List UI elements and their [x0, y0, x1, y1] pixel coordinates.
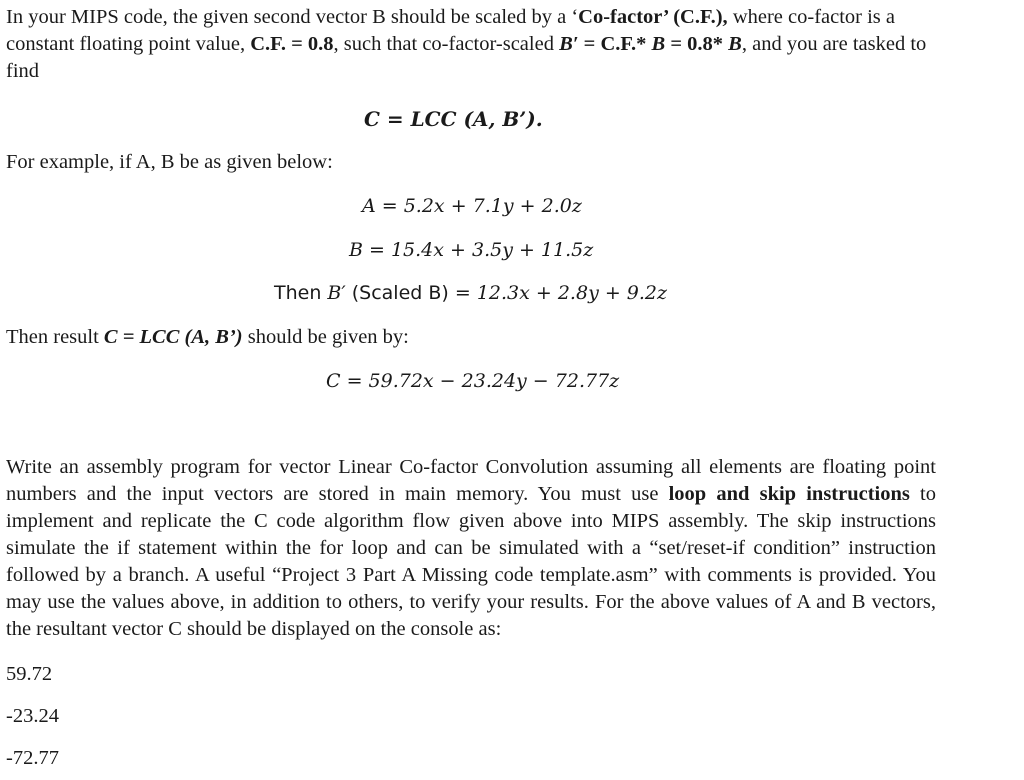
- example-label: For example, if A, B be as given below:: [6, 151, 333, 173]
- scaled-b-paren: (Scaled B): [345, 282, 449, 304]
- scaled-b-prefix: Then: [274, 282, 328, 304]
- task-paragraph: [6, 454, 936, 643]
- scaled-b-rhs: = 12.3x + 2.8y + 9.2z: [448, 282, 668, 304]
- intro-text-6: , and you are tasked to find: [6, 33, 927, 82]
- result-text-2: should be given by:: [242, 326, 409, 348]
- cofactor-value: C.F. = 0.8: [250, 33, 334, 55]
- task-text-2: to implement and replicate the C code algorithm flow given above into MIPS assembly. The skip instructions simulate the if statement within the for loop and can be simulated with a “set/reset-if condition” instruction followed by a branch. A useful “Project 3 Part A Missing code template.asm” with comments is provided. You may use the values above, in addition to others, to verify your results. For the above values of A and B vectors, the resultant vector C should be displayed on the console as:: [6, 483, 937, 640]
- scaled-b-equation: [274, 281, 667, 305]
- intro-text-5: = 0.8*: [665, 33, 729, 55]
- console-output-2: -23.24: [6, 705, 59, 727]
- intro-text-2: where co-factor is a constant floating point value,: [6, 6, 896, 55]
- result-expr: C = LCC (A, B’): [103, 326, 243, 348]
- intro-text-4: = C.F.*: [578, 33, 652, 55]
- cofactor-term: Co-factor’ (C.F.),: [578, 6, 728, 28]
- b-symbol: B: [651, 33, 666, 55]
- vector-b-equation: B = 15.4x + 3.5y + 11.5z: [349, 239, 594, 261]
- vector-a-equation: A = 5.2x + 7.1y + 2.0z: [362, 195, 582, 217]
- main-equation: C = LCC (A, B’).: [364, 107, 543, 131]
- b-prime-symbol: B′: [559, 33, 579, 55]
- result-line: [6, 324, 936, 351]
- task-text-1: Write an assembly program for vector Linear Co-factor Convolution assuming all elements are floating point numbers and the input vectors are stored in main memory. You must use: [6, 456, 936, 505]
- console-output-1: 59.72: [6, 663, 53, 685]
- console-output-3: -72.77: [6, 747, 59, 769]
- b-symbol-2: B: [728, 33, 742, 55]
- intro-text-1: In your MIPS code, the given second vector B should be scaled by a ‘: [6, 6, 579, 28]
- result-text-1: Then result: [6, 326, 104, 348]
- intro-paragraph: [6, 4, 936, 85]
- intro-text-3: , such that co-factor-scaled: [333, 33, 560, 55]
- task-bold: loop and skip instructions: [668, 483, 910, 505]
- c-equation: C = 59.72x − 23.24y − 72.77z: [326, 370, 620, 392]
- scaled-b-var: B′: [327, 282, 346, 304]
